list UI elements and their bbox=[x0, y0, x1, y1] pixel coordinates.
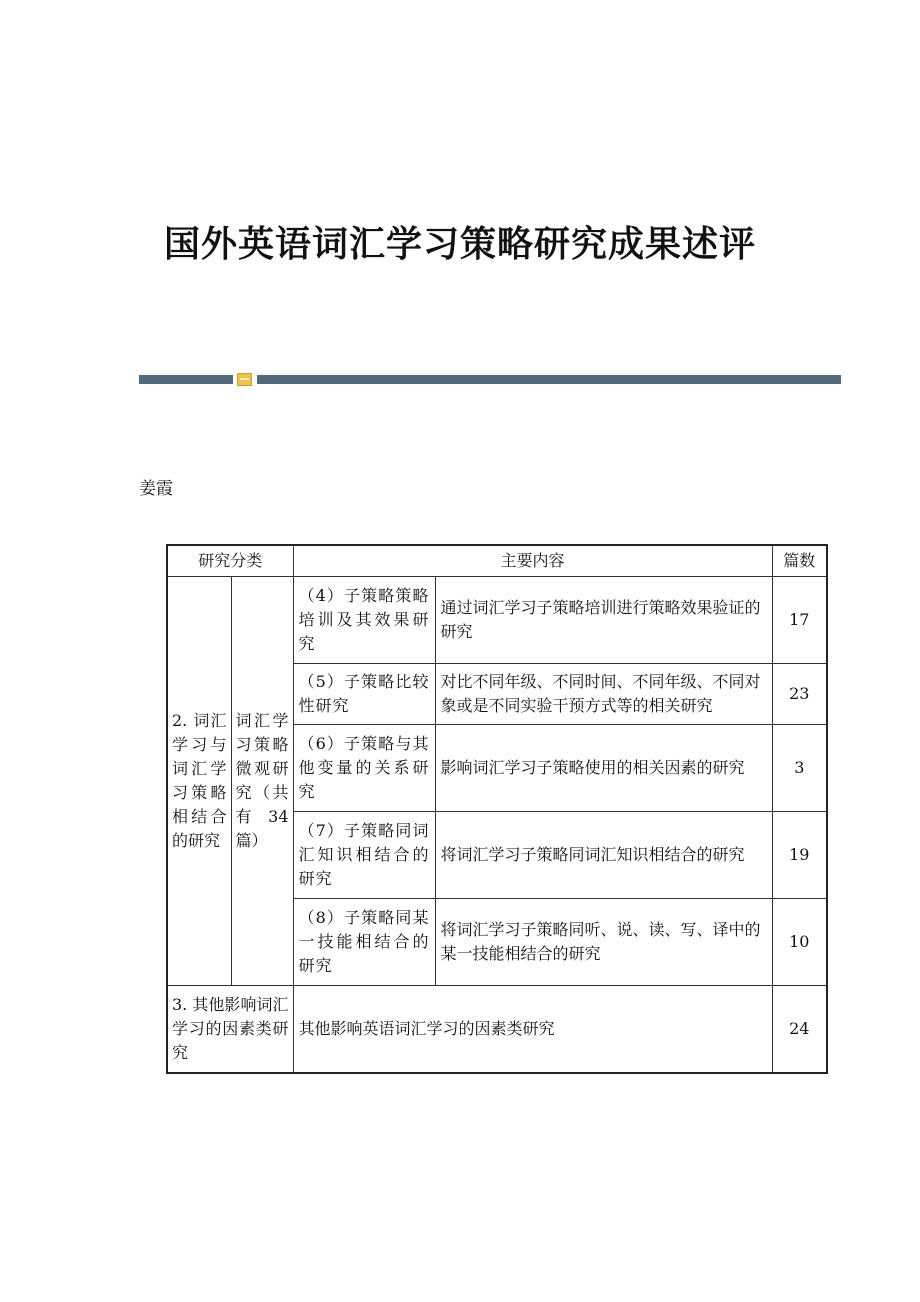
count-cell: 24 bbox=[772, 986, 827, 1073]
content-cell: 其他影响英语词汇学习的因素类研究 bbox=[293, 986, 772, 1073]
substrategy-cell: （7）子策略同词汇知识相结合的研究 bbox=[293, 812, 435, 899]
header-category: 研究分类 bbox=[167, 545, 293, 577]
substrategy-cell: （6）子策略与其他变量的关系研究 bbox=[293, 725, 435, 812]
divider-bar-left bbox=[139, 375, 233, 384]
title-divider bbox=[139, 375, 841, 384]
count-cell: 19 bbox=[772, 812, 827, 899]
content-cell: 对比不同年级、不同时间、不同年级、不同对象或是不同实验干预方式等的相关研究 bbox=[435, 664, 772, 725]
count-cell: 17 bbox=[772, 577, 827, 664]
header-count: 篇数 bbox=[772, 545, 827, 577]
author-name: 姜霞 bbox=[139, 479, 173, 499]
count-cell: 10 bbox=[772, 899, 827, 986]
group-level1-cell: 2. 词汇学习与词汇学习策略相结合的研究 bbox=[167, 577, 231, 986]
content-cell: 将词汇学习子策略同词汇知识相结合的研究 bbox=[435, 812, 772, 899]
divider-badge-icon bbox=[237, 373, 252, 386]
table-row bbox=[167, 986, 827, 1073]
content-cell: 通过词汇学习子策略培训进行策略效果验证的研究 bbox=[435, 577, 772, 664]
divider-bar-right bbox=[257, 375, 841, 384]
category-cell: 3. 其他影响词汇学习的因素类研究 bbox=[167, 986, 293, 1073]
table-row bbox=[167, 577, 827, 664]
research-table bbox=[166, 544, 828, 1074]
table-header-row bbox=[167, 545, 827, 577]
count-cell: 3 bbox=[772, 725, 827, 812]
substrategy-cell: （8）子策略同某一技能相结合的研究 bbox=[293, 899, 435, 986]
count-cell: 23 bbox=[772, 664, 827, 725]
content-cell: 影响词汇学习子策略使用的相关因素的研究 bbox=[435, 725, 772, 812]
substrategy-cell: （5）子策略比较性研究 bbox=[293, 664, 435, 725]
group-level2-cell: 词汇学习策略微观研究（共有 34 篇） bbox=[231, 577, 293, 986]
document-title: 国外英语词汇学习策略研究成果述评 bbox=[163, 223, 756, 265]
substrategy-cell: （4）子策略策略培训及其效果研究 bbox=[293, 577, 435, 664]
content-cell: 将词汇学习子策略同听、说、读、写、译中的某一技能相结合的研究 bbox=[435, 899, 772, 986]
header-content: 主要内容 bbox=[293, 545, 772, 577]
